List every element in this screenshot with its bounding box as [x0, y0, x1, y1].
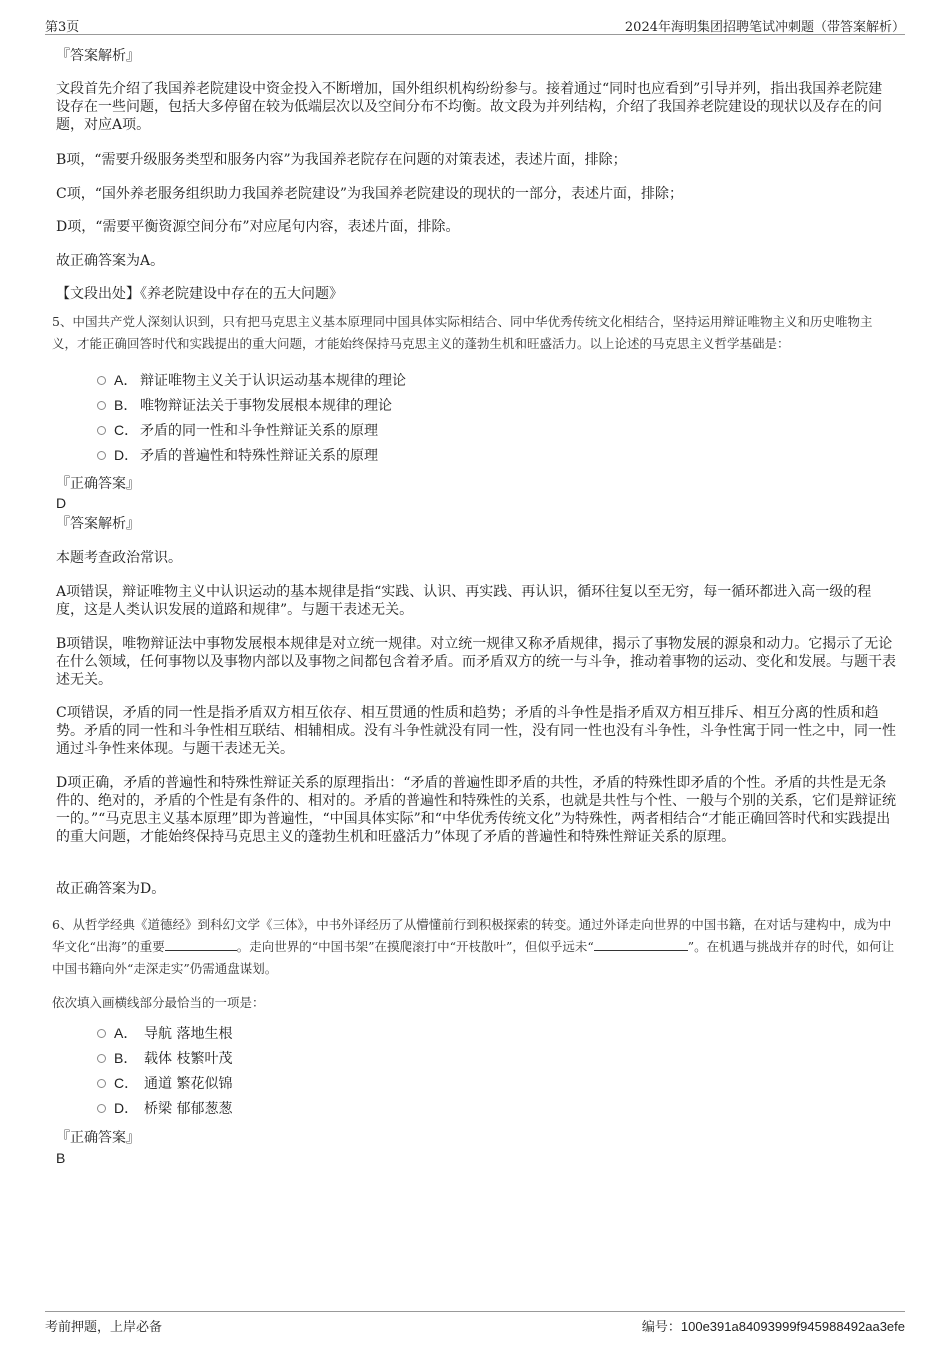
- q4-analysis-para4: D项，“需要平衡资源空间分布”对应尾句内容，表述片面，排除。: [56, 219, 460, 235]
- option-letter: A．: [114, 372, 138, 388]
- footer-slogan: 考前押题，上岸必备: [45, 1320, 163, 1335]
- option-text: 矛盾的普遍性和特殊性辩证关系的原理: [140, 448, 378, 464]
- page-footer: [45, 1311, 905, 1334]
- option-text: 载体 枝繁叶茂: [144, 1051, 233, 1067]
- radio-button-icon[interactable]: [97, 426, 106, 435]
- q4-analysis-para2: B项，“需要升级服务类型和服务内容”为我国养老院存在问题的对策表述，表述片面，排除；: [56, 152, 627, 168]
- q5-analysis-c: C项错误，矛盾的同一性是指矛盾双方相互依存、相互贯通的性质和趋势；矛盾的斗争性是指矛盾双方相互排斥、相互分离的性质和趋势。矛盾的同一性和斗争性相互联结、相辅相成。没有斗争性就没有同一性，没有同一性也没有斗争性，斗争性寓于同一性之中，同一性通过斗争性来体现。与题干表述无关。: [56, 705, 896, 757]
- q4-source: 【文段出处】《养老院建设中存在的五大问题》: [56, 286, 343, 302]
- option-text: 矛盾的同一性和斗争性辩证关系的原理: [140, 423, 378, 439]
- q5-option-b[interactable]: [56, 393, 896, 418]
- q6-option-b[interactable]: [56, 1046, 896, 1071]
- q5-analysis-a: A项错误，辩证唯物主义中认识运动的基本规律是指“实践、认识、再实践、再认识，循环往复以至无穷，每一循环都进入高一级的程度，这是人类认识发展的道路和规律”。与题干表述无关。: [56, 584, 872, 618]
- option-letter: D．: [114, 447, 139, 463]
- page-number: 第3页: [45, 20, 80, 35]
- q5-conclusion: 故正确答案为D。: [56, 881, 166, 897]
- q6-answer-label: 『正确答案』: [56, 1130, 140, 1146]
- option-text: 导航 落地生根: [144, 1026, 233, 1042]
- q6-blank-2: [594, 938, 688, 951]
- option-text: 通道 繁花似锦: [144, 1076, 233, 1092]
- q5-analysis-label: 『答案解析』: [56, 516, 140, 532]
- q6-options: [56, 1021, 896, 1121]
- q5-analysis-b: B项错误，唯物辩证法中事物发展根本规律是对立统一规律。对立统一规律又称矛盾规律，揭示了事物发展的源泉和动力。它揭示了无论在什么领域，任何事物以及事物内部以及事物之间都包含着矛盾。而矛盾双方的统一与斗争，推动着事物的运动、变化和发展。与题干表述无关。: [56, 636, 896, 688]
- code-label: 编号：: [641, 1320, 681, 1335]
- option-letter: A．: [114, 1025, 138, 1041]
- radio-button-icon[interactable]: [97, 1079, 106, 1088]
- q5-option-d[interactable]: [56, 443, 896, 468]
- q5-options: [56, 368, 896, 468]
- q5-option-a[interactable]: [56, 368, 896, 393]
- document-title: 2024年海明集团招聘笔试冲刺题（带答案解析）: [624, 20, 905, 35]
- q6-question-part2: 。走向世界的“中国书架”在摸爬滚打中“开枝散叶”，但似乎远未“: [236, 939, 594, 954]
- radio-button-icon[interactable]: [97, 1054, 106, 1063]
- q5-answer-label: 『正确答案』: [56, 476, 140, 492]
- q6-prompt: 依次填入画横线部分最恰当的一项是：: [52, 995, 265, 1010]
- q4-analysis-para3: C项，“国外养老服务组织助力我国养老院建设”为我国养老院建设的现状的一部分，表述片面，排除；: [56, 186, 684, 202]
- q6-question-part1: 6、从哲学经典《道德经》到科幻文学《三体》，中书外译经历了从懵懂前行到积极探索的转变。通过外译走向世界的中国书籍，在对话与建构中，成为中华文化“出海”的重要: [52, 917, 892, 954]
- q5-analysis-intro: 本题考查政治常识。: [56, 550, 182, 566]
- option-text: 桥梁 郁郁葱葱: [144, 1101, 233, 1117]
- q4-analysis-label: 『答案解析』: [56, 48, 140, 64]
- q6-question: [52, 914, 896, 980]
- q6-blank-1: [165, 938, 237, 951]
- q5-analysis-d: D项正确，矛盾的普遍性和特殊性辩证关系的原理指出：“矛盾的普遍性即矛盾的共性，矛盾的特殊性即矛盾的个性。矛盾的共性是无条件的、绝对的，矛盾的个性是有条件的、相对的。矛盾的普遍性和特殊性的关系，也就是共性与个性、一般与个别的关系，它们是辩证统一的。”“马克思主义基本原理”即为普遍性，“中国具体实际”和“中华优秀传统文化”为特殊性，两者相结合“才能正确回答时代和实践提出的重大问题，才能始终保持马克思主义的蓬勃生机和旺盛活力”体现了矛盾的普遍性和特殊性辩证关系的原理。: [56, 775, 896, 845]
- option-text: 辩证唯物主义关于认识运动基本规律的理论: [140, 373, 406, 389]
- option-letter: B．: [114, 397, 138, 413]
- radio-button-icon[interactable]: [97, 376, 106, 385]
- q6-answer: B: [56, 1150, 66, 1166]
- option-letter: B．: [114, 1050, 138, 1066]
- option-text: 唯物辩证法关于事物发展根本规律的理论: [140, 398, 392, 414]
- radio-button-icon[interactable]: [97, 451, 106, 460]
- q5-question: 5、中国共产党人深刻认识到，只有把马克思主义基本原理同中国具体实际相结合、同中华优秀传统文化相结合，坚持运用辩证唯物主义和历史唯物主义，才能正确回答时代和实践提出的重大问题，才能始终保持马克思主义的蓬勃生机和旺盛活力。以上论述的马克思主义哲学基础是：: [52, 314, 873, 351]
- q5-answer: D: [56, 495, 67, 511]
- radio-button-icon[interactable]: [97, 401, 106, 410]
- q4-analysis-para1: 文段首先介绍了我国养老院建设中资金投入不断增加，国外组织机构纷纷参与。接着通过“同时也应看到”引导并列，指出我国养老院建设存在一些问题，包括大多停留在较为低端层次以及空间分布不均衡。故文段为并列结构，介绍了我国养老院建设的现状以及存在的问题，对应A项。: [56, 81, 883, 133]
- q5-option-c[interactable]: [56, 418, 896, 443]
- q6-option-a[interactable]: [56, 1021, 896, 1046]
- radio-button-icon[interactable]: [97, 1104, 106, 1113]
- radio-button-icon[interactable]: [97, 1029, 106, 1038]
- page-header: [45, 14, 905, 35]
- document-code: [642, 1316, 905, 1335]
- option-letter: C．: [114, 1075, 139, 1091]
- code-value: 100e391a84093999f945988492aa3efe: [680, 1319, 905, 1334]
- q4-conclusion: 故正确答案为A。: [56, 253, 165, 269]
- q6-option-d[interactable]: [56, 1096, 896, 1121]
- option-letter: C．: [114, 422, 139, 438]
- option-letter: D．: [114, 1100, 139, 1116]
- q6-question-part3: ”。在机遇与挑战并存的时代，如何让中国书籍向外“走深走实”仍需通盘谋划。: [52, 939, 895, 976]
- q6-option-c[interactable]: [56, 1071, 896, 1096]
